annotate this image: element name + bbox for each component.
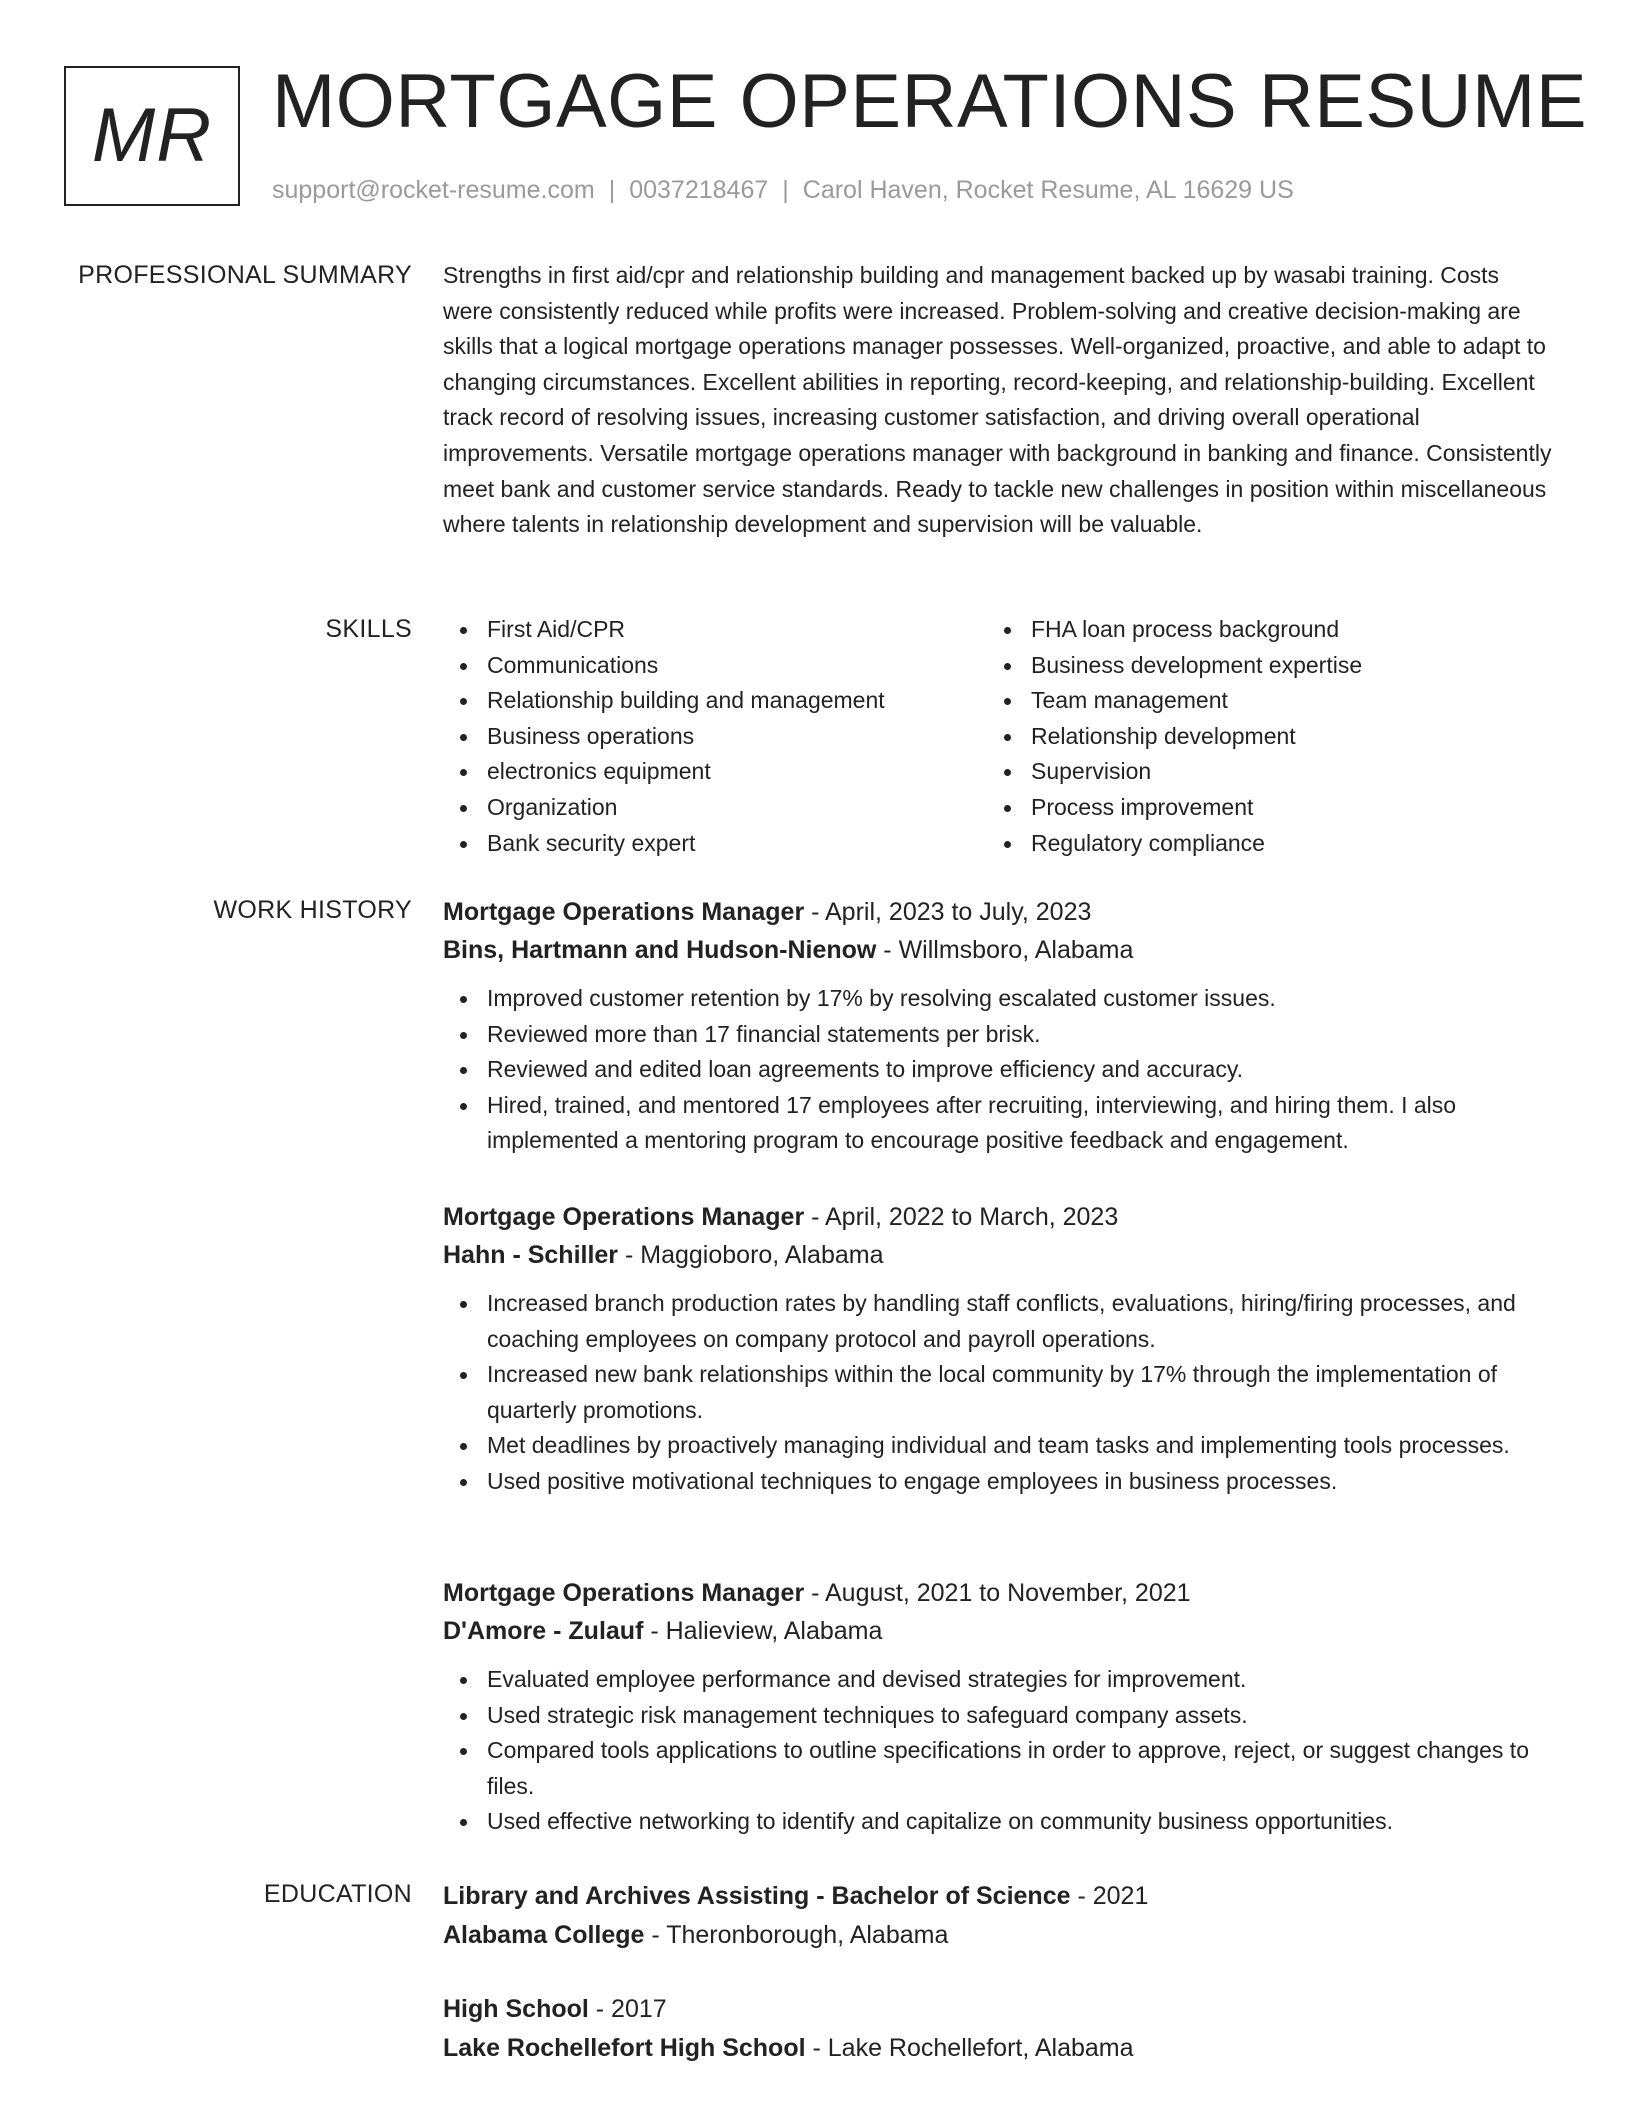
- job-location: - Willmsboro, Alabama: [876, 936, 1134, 964]
- job-company: Bins, Hartmann and Hudson-Nienow: [443, 936, 877, 964]
- edu-location: - Lake Rochellefort, Alabama: [805, 2034, 1134, 2062]
- skill-item: Supervision: [987, 754, 1531, 790]
- summary-text: Strengths in first aid/cpr and relationship building and management backed up by wasabi training. Costs were consistently reduced while profits were increased. Problem-solving and creative decision-making are skills that a logical mortgage operations manager possesses. Well-organized, proactive, and able to adapt to changing circumstances. Excellent abilities in reporting, record-keeping, and relationship-building. Excellent track record of resolving issues, increasing customer satisfaction, and driving overall operational improvements. Versatile mortgage operations manager with background in banking and finance. Consistently meet bank and customer service standards. Ready to tackle new challenges in position within miscellaneous where talents in relationship development and supervision will be valuable.: [443, 262, 1552, 538]
- contact-email[interactable]: support@rocket-resume.com: [272, 176, 595, 204]
- job-company: D'Amore - Zulauf: [443, 1617, 644, 1645]
- job-title-line: [443, 893, 1553, 931]
- job-duty: Increased branch production rates by handling staff conflicts, evaluations, hiring/firing processes, and coaching employees on company protocol and payroll operations.: [443, 1286, 1553, 1357]
- job-company-line: [443, 1236, 1553, 1274]
- skill-item: Regulatory compliance: [987, 826, 1531, 862]
- edu-degree-line: [443, 1877, 1553, 1916]
- job-dates: - April, 2022 to March, 2023: [804, 1203, 1119, 1231]
- section-label-education: EDUCATION: [263, 1880, 412, 1908]
- job-location: - Maggioboro, Alabama: [618, 1241, 884, 1269]
- job-company-line: [443, 1612, 1553, 1650]
- skill-item: Communications: [443, 648, 987, 684]
- job-title: Mortgage Operations Manager: [443, 1579, 805, 1607]
- contact-phone[interactable]: 0037218467: [629, 176, 769, 204]
- monogram-initials: MR: [91, 93, 213, 178]
- edu-degree: Library and Archives Assisting - Bachelor of Science: [443, 1882, 1071, 1910]
- job-company-line: [443, 931, 1553, 969]
- skill-item: FHA loan process background: [987, 612, 1531, 648]
- skill-item: Business operations: [443, 719, 987, 755]
- job-title: Mortgage Operations Manager: [443, 898, 805, 926]
- job-title: Mortgage Operations Manager: [443, 1203, 805, 1231]
- job-duty: Reviewed and edited loan agreements to improve efficiency and accuracy.: [443, 1052, 1553, 1088]
- job-duty: Used positive motivational techniques to engage employees in business processes.: [443, 1464, 1553, 1500]
- job-duty: Hired, trained, and mentored 17 employees after recruiting, interviewing, and hiring them. I also implemented a mentoring program to encourage positive feedback and engagement.: [443, 1088, 1553, 1159]
- job-dates: - August, 2021 to November, 2021: [804, 1579, 1191, 1607]
- skill-item: First Aid/CPR: [443, 612, 987, 648]
- skill-item: Organization: [443, 790, 987, 826]
- job-duties: [443, 1286, 1553, 1500]
- skills-columns: [443, 612, 1553, 861]
- skills-list-left: [443, 612, 987, 861]
- job-body: [443, 893, 1553, 1159]
- skills-list-right: [987, 612, 1531, 861]
- edu-year: - 2017: [588, 1995, 667, 2023]
- skill-item: Bank security expert: [443, 826, 987, 862]
- education-entry: [443, 1877, 1553, 1955]
- monogram-box: [64, 66, 240, 206]
- job-company: Hahn - Schiller: [443, 1241, 619, 1269]
- job-duty: Used strategic risk management techniques to safeguard company assets.: [443, 1698, 1553, 1734]
- edu-school: Lake Rochellefort High School: [443, 2034, 806, 2062]
- job-title-line: [443, 1198, 1553, 1236]
- contact-separator: |: [608, 176, 616, 204]
- job-duty: Used effective networking to identify and capitalize on community business opportunities.: [443, 1804, 1553, 1840]
- edu-school-line: [443, 1916, 1553, 1955]
- edu-location: - Theronborough, Alabama: [644, 1921, 949, 1949]
- section-label-summary: PROFESSIONAL SUMMARY: [78, 261, 412, 289]
- edu-degree: High School: [443, 1995, 589, 2023]
- job-duty: Increased new bank relationships within the local community by 17% through the implementation of quarterly promotions.: [443, 1357, 1553, 1428]
- job-duty: Evaluated employee performance and devised strategies for improvement.: [443, 1662, 1553, 1698]
- edu-year: - 2021: [1070, 1882, 1149, 1910]
- job-body: [443, 1198, 1553, 1500]
- job-dates: - April, 2023 to July, 2023: [804, 898, 1092, 926]
- job-duties: [443, 1662, 1553, 1840]
- summary-body: [443, 258, 1553, 543]
- job-location: - Halieview, Alabama: [643, 1617, 883, 1645]
- skill-item: Process improvement: [987, 790, 1531, 826]
- skills-body: [443, 612, 1553, 861]
- skill-item: Business development expertise: [987, 648, 1531, 684]
- job-body: [443, 1574, 1553, 1840]
- skill-item: electronics equipment: [443, 754, 987, 790]
- skill-item: Team management: [987, 683, 1531, 719]
- education-entry: [443, 1990, 1553, 2068]
- edu-school-line: [443, 2029, 1553, 2068]
- edu-degree-line: [443, 1990, 1553, 2029]
- job-duty: Compared tools applications to outline specifications in order to approve, reject, or suggest changes to files.: [443, 1733, 1553, 1804]
- contact-line: [272, 174, 1294, 206]
- job-duty: Met deadlines by proactively managing individual and team tasks and implementing tools processes.: [443, 1428, 1553, 1464]
- skill-item: Relationship development: [987, 719, 1531, 755]
- job-title-line: [443, 1574, 1553, 1612]
- job-duty: Reviewed more than 17 financial statements per brisk.: [443, 1017, 1553, 1053]
- resume-title: MORTGAGE OPERATIONS RESUME: [272, 59, 1588, 144]
- skill-item: Relationship building and management: [443, 683, 987, 719]
- section-label-work-history: WORK HISTORY: [213, 896, 412, 924]
- job-duties: [443, 981, 1553, 1159]
- edu-school: Alabama College: [443, 1921, 645, 1949]
- section-label-skills: SKILLS: [325, 615, 412, 643]
- job-duty: Improved customer retention by 17% by resolving escalated customer issues.: [443, 981, 1553, 1017]
- contact-separator: |: [782, 176, 789, 204]
- contact-address: Carol Haven, Rocket Resume, AL 16629 US: [802, 176, 1294, 204]
